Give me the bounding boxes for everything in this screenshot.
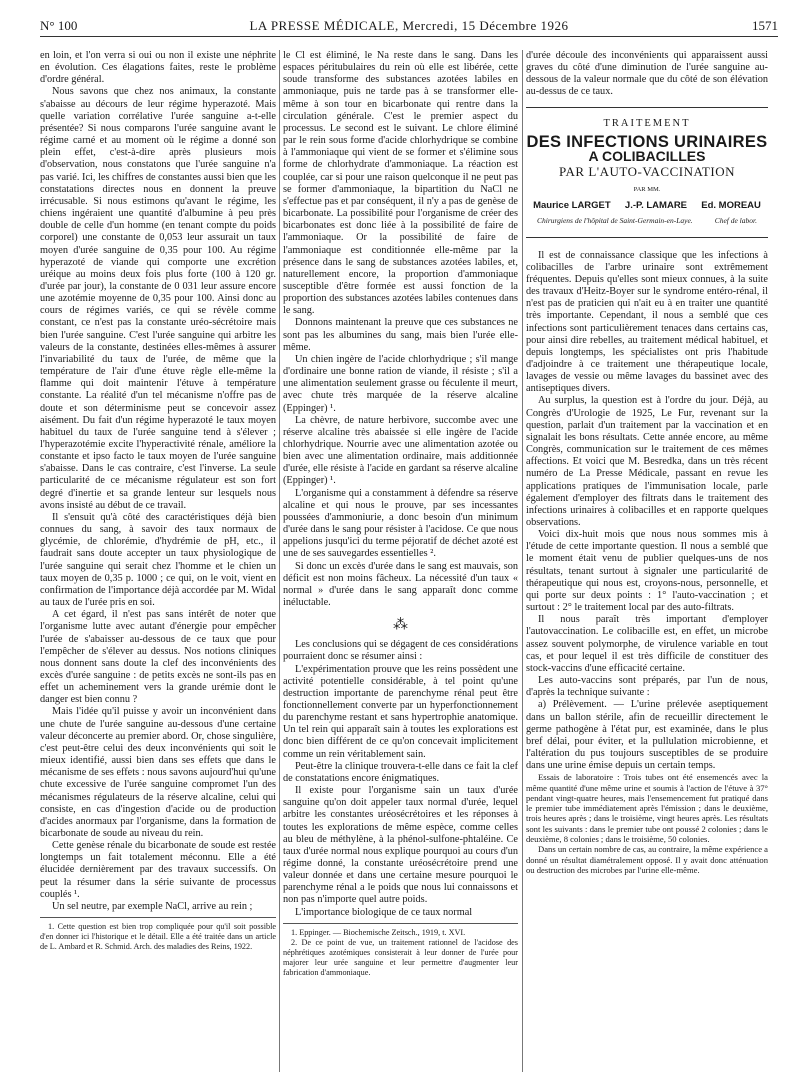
paragraph: L'importance biologique de ce taux normal: [295, 906, 473, 918]
paragraph: en loin, et l'on verra si oui ou non il existe une néphrite en évolution. Ces élagations faites, reste le problème d'ordre général.: [40, 50, 276, 86]
paragraph: Il nous paraît très important d'employer l'autovaccination. Le colibacille est, en effet, un microbe assez souvent polymorphe, de virulence variable en tout cas, et pour lequel il est très difficile de constituer des stock-vaccins d'une efficacité certaine.: [526, 614, 768, 674]
footnote: 1. Eppinger. — Biochemische Zeitsch., 1919, t. XVI.: [291, 927, 466, 937]
column-2: [283, 50, 518, 1076]
paragraph: Cette genèse rénale du bicarbonate de soude est restée longtemps un fait totalement méconnu. Elle a été élucidée dernièrement par des travaux successifs. On peut la résumer dans la série suivante de processus couplés ¹.: [40, 840, 276, 900]
paragraph: Peut-être la clinique trouvera-t-elle dans ce fait la clef de constatations encore énigmatiques.: [283, 760, 518, 784]
section-asterism: ⁂: [393, 617, 408, 634]
paragraph-small: Dans un certain nombre de cas, au contraire, la même expérience a donné un résultat diamétralement opposé. Il y avait donc atténuation ou destruction des microbes par l'urine elle-même.: [526, 844, 768, 875]
column-divider: [279, 50, 280, 1072]
issue-number: N° 100: [40, 18, 78, 33]
affiliation: Chirurgiens de l'hôpital de Saint-Germain-en-Laye.: [537, 215, 693, 225]
title-line: PAR L'AUTO-VACCINATION: [559, 164, 735, 180]
paragraph: Si donc un excès d'urée dans le sang est mauvais, son déficit est non moins fâcheux. La nécessité d'un taux « normal » d'urée dans le sang apparaît donc comme inéluctable.: [283, 560, 518, 609]
page-header: [40, 16, 778, 37]
paragraph: d'urée découle des inconvénients qui apparaissent aussi graves du côté d'une diminution de l'urée sanguine au-dessous de la valeur normale que du côté de son élévation au-dessus de ce taux.: [526, 50, 768, 98]
page-number: 1571: [752, 18, 778, 33]
title-main: DES INFECTIONS URINAIRES: [526, 132, 768, 151]
author: Ed. MOREAU: [701, 200, 761, 212]
paragraph: Nous savons que chez nos animaux, la constante s'abaisse au décours de leur régime hyperazoté. Mais quelle variation corrélative l'urée sanguine a-t-elle présentée? Si nous comparons l'urée sanguine avant le régime carné et au moment où le régime a donné son plein effet, c'est-à-dire après plusieurs mois d'observation, nous constatons que l'urée sanguine n'a pas varié. Ici, les chiffres de constantes aussi bien que les constatations directes nous en donnent la preuve irrécusable. Si nous estimons qu'avant le régime, les chiens ingéraient une quantité d'albumine à peu près double de celle d'un homme (en tenant compte du poids corporel) une constante de 0,053 leur assurait un taux moyen d'urée sanguine de 0,35 pour 100. Au régime hyperazoté de viande qui comporte une excrétion uréique au moins deux fois plus forte (100 à 120 gr. d'urée par jour), la constante de 0 031 leur assure encore une azotémie moyenne de 0,35 pour 100. Ainsi donc au cours de régimes variés, ce qui se révèle comme constant, ce n'est pas la constante uréo-sécrétoire mais bien l'urée sanguine. C'est l'urée sanguine qui arbitre les valeurs de la constante, destinées elles-mêmes à assurer l'invariabilité du taux de l'urée, de même que la température de l'air d'une étuve règle elle-même la flamme qui doit maintenir l'étuve à température constante. La réalité d'un tel mécanisme n'offre pas de doute et son déterminisme peut se concevoir assez aisément. Du fait d'un régime hyperazoté le taux moyen habituel du taux de l'urée sanguine tend à s'élever ; l'hyperazotémie excite l'hyperactivité rénale, améliore la constante et ipso facto le taux moyen de l'urée sanguine s'abaisse. Dans le cas contraire, c'est l'inverse. La seule particularité de ce mécanisme régulateur est son fort degré d'inertie et sa grande lenteur sur lesquels nous avons insisté au début de ce travail.: [40, 86, 276, 511]
paragraph: le Cl est éliminé, le Na reste dans le sang. Dans les espaces péritubulaires du rein où elle est libérée, cette soude transforme des substances azotées labiles en ammoniaque, puis ne tarde pas à se transformer elle-même à son tour en bicarbonate qui rentre dans la circulation générale. C'est le premier aspect du processus. Le second est le suivant. Le chlore éliminé par le rein sous forme d'acide chlorhydrique se combine à l'ammoniaque qui vient de se former et s'élimine sous forme de chlorhydrate d'ammoniaque. La réaction est couplée, car si pour une raison quelconque il ne peut pas se former d'ammoniaque, la bipartition du NaCl ne s'effectue pas et par conséquent, il n'y a pas de genèse de bicarbonate. La possibilité pour l'organisme de créer des bicarbonates est donc liée à la possibilité de faire de l'ammoniaque. Or la possibilité de faire de l'ammoniaque est conditionnée elle-même par la présence dans le sang de substances azotées labiles, et, naturellement encore, la proportion d'ammoniaque susceptible d'être formée est aussi fonction de la proportion des substances azotées labiles contenues dans le sang.: [283, 50, 518, 317]
paragraph: Au surplus, la question est à l'ordre du jour. Déjà, au Congrès d'Urologie de 1925, Le Fur, revenant sur la question, parlait d'un traitement par la vaccination et en signalait les bons résultats. Cette année encore, au même Congrès, communication sur le traitement de ces mêmes affections. Et voici que M. Besredka, dans un très récent numéro de La Presse Médicale, passant en revue les applications pratiques de l'immunisation locale, parle également d'employer des filtrats dans le traitement des infections urinaires à colibacilles et en rapporte quelques observations.: [526, 395, 768, 528]
paragraph: Un chien ingère de l'acide chlorhydrique ; s'il mange d'ordinaire une bonne ration de viande, il résiste ; s'il a une alimentation seulement grasse ou féculente il meurt, avec chute très marquée de la réserve alcaline (Eppinger) ¹.: [283, 353, 518, 414]
affiliations: [526, 216, 768, 225]
article-title-block: [526, 107, 768, 238]
paragraph: Un sel neutre, par exemple NaCl, arrive au rein ;: [52, 900, 253, 912]
paragraph: a) Prélèvement. — L'urine prélevée aseptiquement dans un ballon stérile, afin de recueillir directement le germe pathogène à l'état pur, est examinée, dans le plus bref délai, pour éviter, et la pullulation microbienne, et l'altération du pus toujours susceptibles de se produire dans une urine émise depuis un certain temps.: [526, 699, 768, 772]
footnote: 2. De ce point de vue, un traitement rationnel de l'acidose des néphrétiques azotémiques consisterait à leur donner de l'urée pour majorer leur urée sanguine et leur permettre d'augmenter leur fabrication d'ammoniaque.: [283, 937, 518, 977]
paragraph: A cet égard, il n'est pas sans intérêt de noter que l'organisme lutte avec autant d'énergie pour empêcher l'urée de s'abaisser au-dessous de ce taux que pour l'empêcher de s'élever au dessus. Nos notions cliniques nous donnent sans doute la clef des inconvénients des excès d'urée sanguine : de petits excès ne sont-ils pas en effet un acheminement vers la grande urémie dont le danger est bien connu ?: [40, 609, 276, 706]
author: J.-P. LAMARE: [624, 200, 688, 212]
journal-title: LA PRESSE MÉDICALE, Mercredi, 15 Décembre 1926: [249, 18, 569, 33]
column-divider: [522, 50, 523, 1072]
paragraph: L'organisme qui a constamment à défendre sa réserve alcaline et qui nous le prouve, par ses incessantes poussées d'ammoniurie, a donc besoin d'un minimum d'urée dans le sang pour résister à l'acidose. Ce que nous appelions jusqu'ici du terme péjoratif de déchet azoté est une de ses sauvegardes essentielles ².: [283, 487, 518, 560]
paragraph: Voici dix-huit mois que nous nous sommes mis à l'étude de cette importante question. Il nous a semblé que le moment était venu de publier quelques-uns de nos résultats, tenant surtout à signaler une particularité de thérapeutique qui nous est, croyons-nous, personnelle, et qui porte sur deux points : 1° l'auto-vaccination ; et surtout : 2° le traitement local par des auto-filtrats.: [526, 529, 768, 614]
footnote: 1. Cette question est bien trop compliquée pour qu'il soit possible d'en donner ici l'historique et le détail. Elle a été traitée dans un article de L. Ambard et R. Schmid. Arch. des maladies des Reins, 1922.: [40, 922, 276, 952]
paragraph: Les conclusions qui se dégagent de ces considérations pourraient donc se résumer ainsi :: [283, 639, 518, 663]
paragraph: Mais l'idée qu'il puisse y avoir un inconvénient dans une chute de l'urée sanguine au-dessous d'une certaine valeur déconcerte au premier abord. Or, chose singulière, c'est peut-être celui des deux inconvénients qui soit le mieux identifié, aussi bien dans ses effets que dans le mécanisme de ses effets : nous savons aujourd'hui qu'une chute excessive de l'urée sanguine compromet l'un des mécanismes régulateurs de la réserve alcaline, celui qui consiste, en cas d'ingestion d'acide ou de production d'acides anormaux par l'organisme, dans la formation de bicarbonate de soude au niveau du rein.: [40, 706, 276, 839]
paragraph: Il est de connaissance classique que les infections à colibacilles de l'arbre urinaire sont extrêmement fréquentes. Depuis qu'elles sont mieux connues, à la suite des travaux d'Heitz-Boyer sur le syndrome entéro-rénal, il n'est pas de praticien qui n'ait eu à en traiter une quantité très importante. Cependant, il nous a semblé que ces infections sont particulièrement tenaces dans certains cas, pour ainsi dire rebelles, au traitement médical habituel, et depuis longtemps, les spécialistes ont pris l'habitude d'adjoindre à ce traitement une thérapeutique locale, lavages de vessie ou même lavages du bassinet avec des antiseptiques divers.: [526, 249, 768, 395]
title-line: TRAITEMENT: [603, 117, 691, 129]
column-3: [526, 50, 768, 1076]
column-1: [40, 50, 276, 1076]
byline-par: PAR MM.: [633, 186, 661, 194]
paragraph: Il existe pour l'organisme sain un taux d'urée sanguine qu'on doit appeler taux normal d'urée, lequel arbitre les constantes uréosécrétoires et les réponses à toutes les explorations de même espèce, comme celles au bleu de méthylène, à la phénol-sulfone-phtaléine. Ce taux d'urée normal nous explique pourquoi au cours d'un régime donné, la constante uréosécrétoire prend une valeur donnée et dans une certaine mesure pourquoi le parenchyme rénal a le poids que nous lui connaissons et non pas n'importe quel autre poids.: [283, 785, 518, 906]
paragraph-small: Essais de laboratoire : Trois tubes ont été ensemencés avec la même quantité d'une même urine et soumis à l'action de l'étuve à 37° pendant vingt-quatre heures, mais l'ensemencement fut pratiqué dans le premier tube immédiatement après l'émission ; dans le deuxième, trois heures après ; dans le troisième, vingt heures après. Les résultats sont les suivants : dans le premier tube ont poussé 2 colonies ; dans le deuxième, 8 colonies ; dans le troisième, 50 colonies.: [526, 772, 768, 845]
authors: [526, 200, 768, 212]
paragraph: La chèvre, de nature herbivore, succombe avec une réserve alcaline très abaissée si elle ingère de l'acide chlorhydrique. Nourrie avec une alimentation azotée ou bien avec une alimentation ordinaire, mais additionnée d'urée, elle résiste à l'acide en gardant sa réserve alcaline (Eppinger) ¹.: [283, 414, 518, 487]
footnotes: [40, 917, 276, 952]
author: Maurice LARGET: [533, 200, 611, 212]
footnotes: [283, 923, 518, 978]
title-line: A COLIBACILLES: [588, 147, 706, 164]
affiliation: Chef de labor.: [714, 215, 757, 225]
paragraph: L'expérimentation prouve que les reins possèdent une activité potentielle considérable, à tel point qu'une destruction importante de parenchyme rénal peut être fonctionnellement converte par un hyperfonctionnement du parenchyme restant et sans hypertrophie anatomique. Un tel rein qui apparaît sain à toutes les explorations est donc bien différent de ce qu'on concevait implicitement comme un rein véritablement sain.: [283, 663, 518, 760]
paragraph: Les auto-vaccins sont préparés, par l'un de nous, d'après la technique suivante :: [526, 675, 768, 699]
paragraph: Donnons maintenant la preuve que ces substances ne sont pas les albumines du sang, mais bien l'urée elle-même.: [283, 317, 518, 353]
paragraph: Il s'ensuit qu'à côté des caractéristiques déjà bien connues du sang, à savoir des taux normaux de glycémie, de chlorémie, d'hydrémie de pH, etc., il faudrait sans doute accepter un taux physiologique de l'urée sanguine qui serait chez l'homme et le chien un taux moyen de 0,35 p. 1000 ; ce qui, on le voit, vient en confirmation de l'importance déjà accordée par M. Widal au taux de l'urée pris en soi.: [40, 511, 276, 609]
